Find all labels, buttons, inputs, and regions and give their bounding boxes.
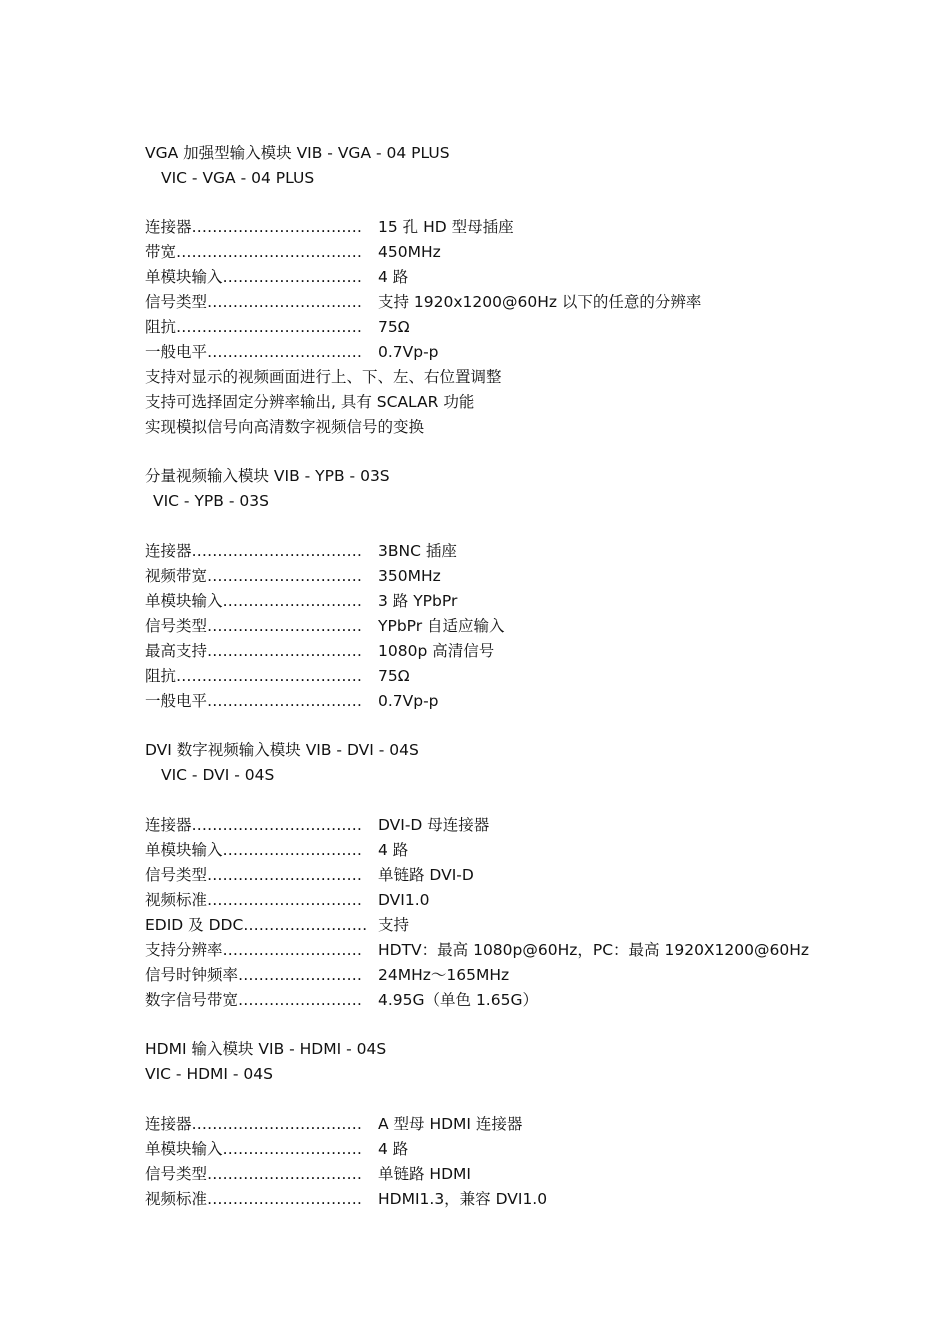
spec-label: 最高支持………………………… [145, 642, 363, 660]
spec-label: 视频标准………………………… [145, 891, 363, 909]
spec-value: 4 路 [378, 841, 409, 859]
spec-label: 单模块输入……………………… [145, 1140, 363, 1158]
spec-row [145, 690, 439, 712]
spec-value: HDMI1.3，兼容 DVI1.0 [378, 1190, 548, 1208]
spec-value: YPbPr 自适应输入 [378, 617, 505, 635]
spec-row [145, 1163, 471, 1185]
spec-label: 信号类型………………………… [145, 617, 363, 635]
spec-value: 0.7Vp-p [378, 692, 439, 710]
spec-value: 350MHz [378, 567, 441, 585]
feature-note: 实现模拟信号向高清数字视频信号的变换 [145, 418, 425, 436]
spec-label: 信号类型………………………… [145, 866, 363, 884]
spec-label: 连接器…………………………… [145, 218, 363, 236]
spec-label: 阻抗……………………………… [145, 667, 363, 685]
spec-row [145, 914, 410, 936]
spec-row [145, 989, 538, 1011]
spec-label: 连接器…………………………… [145, 1115, 363, 1133]
spec-label: 数字信号带宽…………………… [145, 991, 363, 1009]
section-subtitle-ypbpr: VIC - YPB - 03S [153, 492, 269, 510]
spec-value: 单链路 DVI-D [378, 866, 474, 884]
spec-value: HDTV：最高 1080p@60Hz，PC：最高 1920X1200@60Hz [378, 941, 810, 959]
section-subtitle-vga: VIC - VGA - 04 PLUS [161, 169, 315, 187]
spec-value: 支持 [378, 916, 410, 934]
spec-row [145, 1138, 409, 1160]
spec-row [145, 839, 409, 861]
spec-row [145, 864, 474, 886]
spec-label: 连接器…………………………… [145, 542, 363, 560]
spec-row [145, 640, 495, 662]
spec-row [145, 964, 510, 986]
spec-value: 75Ω [378, 667, 410, 685]
spec-row [145, 889, 430, 911]
spec-row [145, 540, 457, 562]
section-title-dvi: DVI 数字视频输入模块 VIB - DVI - 04S [145, 741, 419, 759]
spec-label: 视频带宽………………………… [145, 567, 363, 585]
spec-label: 信号类型………………………… [145, 1165, 363, 1183]
spec-row [145, 615, 505, 637]
spec-label: 带宽……………………………… [145, 243, 363, 261]
spec-label: 一般电平………………………… [145, 692, 363, 710]
spec-value: 0.7Vp-p [378, 343, 439, 361]
spec-value: 4 路 [378, 1140, 409, 1158]
spec-label: 视频标准………………………… [145, 1190, 363, 1208]
spec-value: 450MHz [378, 243, 441, 261]
spec-row [145, 665, 410, 687]
spec-value: A 型母 HDMI 连接器 [378, 1115, 523, 1133]
section-subtitle-dvi: VIC - DVI - 04S [161, 766, 275, 784]
spec-row [145, 1188, 548, 1210]
spec-row [145, 814, 490, 836]
spec-label: EDID 及 DDC…………………… [145, 916, 368, 934]
spec-value: 1080p 高清信号 [378, 642, 495, 660]
spec-label: 单模块输入……………………… [145, 841, 363, 859]
spec-value: DVI1.0 [378, 891, 430, 909]
spec-row [145, 590, 458, 612]
spec-row [145, 341, 439, 363]
spec-value: 24MHz～165MHz [378, 966, 510, 984]
spec-value: 75Ω [378, 318, 410, 336]
spec-row [145, 1113, 523, 1135]
spec-label: 一般电平………………………… [145, 343, 363, 361]
spec-row [145, 241, 441, 263]
spec-value: 4 路 [378, 268, 409, 286]
spec-value: 3BNC 插座 [378, 542, 457, 560]
spec-row [145, 565, 441, 587]
spec-label: 单模块输入……………………… [145, 268, 363, 286]
spec-row [145, 216, 514, 238]
spec-value: 4.95G（单色 1.65G） [378, 991, 538, 1009]
spec-label: 阻抗……………………………… [145, 318, 363, 336]
spec-row [145, 266, 409, 288]
spec-row [145, 316, 410, 338]
section-title-hdmi: HDMI 输入模块 VIB - HDMI - 04S [145, 1040, 387, 1058]
spec-value: 15 孔 HD 型母插座 [378, 218, 514, 236]
section-subtitle-hdmi: VIC - HDMI - 04S [145, 1065, 273, 1083]
section-title-ypbpr: 分量视频输入模块 VIB - YPB - 03S [145, 467, 390, 485]
spec-row [145, 291, 702, 313]
spec-value: 支持 1920x1200@60Hz 以下的任意的分辨率 [378, 293, 702, 311]
spec-value: DVI-D 母连接器 [378, 816, 490, 834]
feature-note: 支持对显示的视频画面进行上、下、左、右位置调整 [145, 368, 502, 386]
spec-label: 支持分辨率……………………… [145, 941, 363, 959]
spec-label: 信号时钟频率…………………… [145, 966, 363, 984]
spec-label: 单模块输入……………………… [145, 592, 363, 610]
spec-label: 信号类型………………………… [145, 293, 363, 311]
spec-value: 3 路 YPbPr [378, 592, 458, 610]
feature-note: 支持可选择固定分辨率输出, 具有 SCALAR 功能 [145, 393, 475, 411]
spec-row [145, 939, 810, 961]
section-title-vga: VGA 加强型输入模块 VIB - VGA - 04 PLUS [145, 144, 450, 162]
spec-label: 连接器…………………………… [145, 816, 363, 834]
spec-value: 单链路 HDMI [378, 1165, 471, 1183]
